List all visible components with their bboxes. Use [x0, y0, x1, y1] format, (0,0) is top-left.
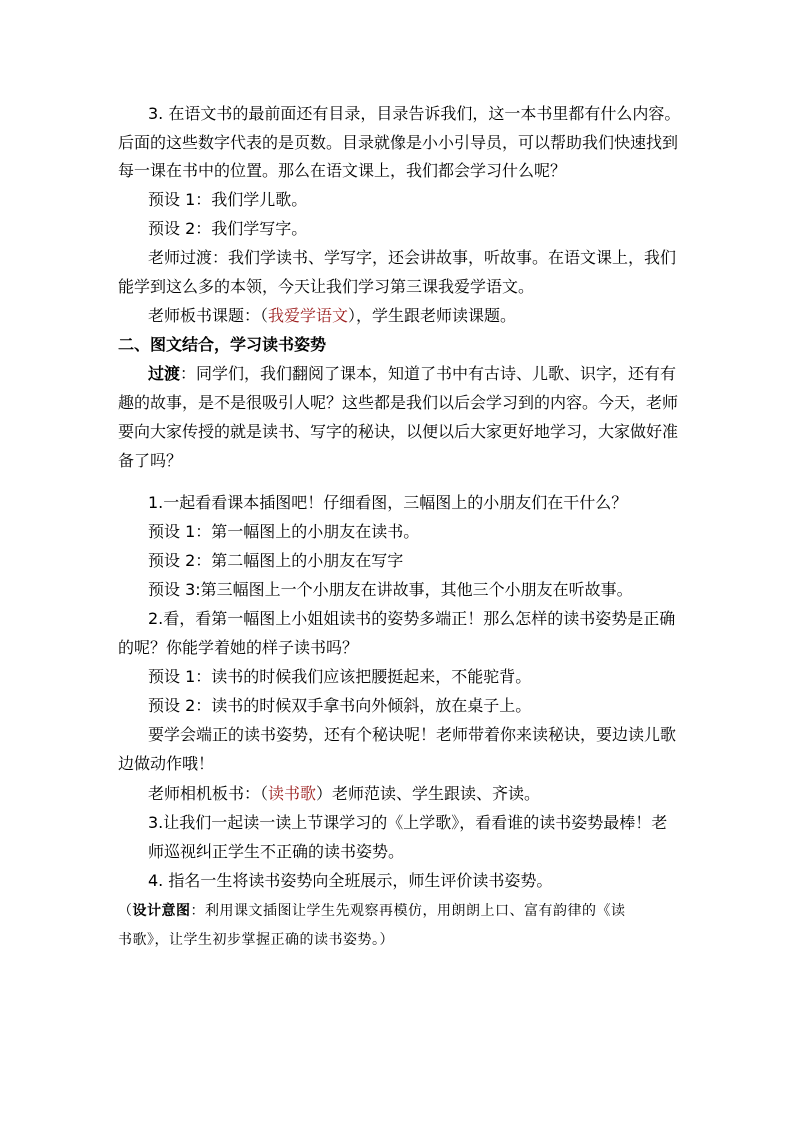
paragraph-line: 要学会端正的读书姿势，还有个秘诀呢！老师带着你来读秘诀，要边读儿歌 — [148, 725, 677, 744]
design-note-line — [118, 899, 626, 923]
paragraph-line: 预设 1：第一幅图上的小朋友在读书。 — [148, 522, 420, 541]
paragraph-line — [148, 304, 516, 328]
label-bold: 过渡 — [148, 364, 181, 383]
text-span: 老师板书课题：（ — [148, 306, 269, 325]
paragraph-line: 预设 1：我们学儿歌。 — [148, 190, 308, 209]
paragraph-line: 1.一起看看课本插图吧！仔细看图，三幅图上的小朋友们在干什么？ — [148, 493, 628, 512]
paragraph-line: 预设 2：第二幅图上的小朋友在写字 — [148, 551, 404, 570]
paragraph-line: 2.看，看第一幅图上小姐姐读书的姿势多端正！那么怎样的读书姿势是正确 — [148, 609, 676, 628]
paragraph-line: 3.让我们一起读一读上节课学习的《上学歌》，看看谁的读书姿势最棒！老 — [148, 813, 668, 832]
paragraph-line: 3. 在语文书的最前面还有目录，目录告诉我们，这一本书里都有什么内容。 — [148, 104, 681, 123]
paragraph-line: 要向大家传授的就是读书、写字的秘诀，以便以后大家更好地学习，大家做好准 — [118, 422, 679, 441]
paragraph-line: 边做动作哦！ — [118, 754, 215, 773]
text-span: ：同学们，我们翻阅了课本，知道了书中有古诗、儿歌、识字，还有有 — [180, 364, 677, 383]
paragraph-line: 老师过渡：我们学读书、学写字，还会讲故事，听故事。在语文课上，我们 — [148, 248, 677, 267]
section-heading: 二、图文结合，学习读书姿势 — [118, 335, 327, 354]
board-title: 我爱学语文 — [268, 306, 349, 325]
design-note-line: 书歌》，让学生初步掌握正确的读书姿势。） — [118, 932, 394, 948]
text-span: ），学生跟老师读课题。 — [348, 306, 517, 325]
paragraph-line: 备了吗？ — [118, 451, 183, 470]
paragraph-line: 师巡视纠正学生不正确的读书姿势。 — [148, 842, 405, 861]
text-span: （ — [118, 903, 133, 919]
paragraph-line — [148, 362, 676, 386]
paragraph-line: 能学到这么多的本领，今天让我们学习第三课我爱学语文。 — [118, 277, 535, 296]
board-title: 读书歌 — [268, 784, 317, 803]
paragraph-line: 每一课在书中的位置。那么在语文课上，我们都会学习什么呢？ — [118, 161, 567, 180]
paragraph-line: 预设 2：我们学写字。 — [148, 219, 308, 238]
paragraph-line: 的呢？你能学着她的样子读书吗？ — [118, 638, 359, 657]
paragraph-line: 预设 2：读书的时候双手拿书向外倾斜，放在桌子上。 — [148, 696, 532, 715]
text-span: 老师相机板书：（ — [148, 784, 269, 803]
text-span: ：利用课文插图让学生先观察再模仿，用朗朗上口、富有韵律的《读 — [190, 903, 626, 919]
paragraph-line: 后面的这些数字代表的是页数。目录就像是小小引导员，可以帮助我们快速找到 — [118, 133, 679, 152]
paragraph-line: 4. 指名一生将读书姿势向全班展示，师生评价读书姿势。 — [148, 871, 553, 890]
paragraph-line: 预设 1：读书的时候我们应该把腰挺起来，不能驼背。 — [148, 667, 532, 686]
paragraph-line: 趣的故事，是不是很吸引人呢？这些都是我们以后会学习到的内容。今天，老师 — [118, 393, 679, 412]
text-span: ）老师范读、学生跟读、齐读。 — [316, 784, 541, 803]
paragraph-line — [148, 782, 540, 806]
label-bold: 设计意图 — [132, 903, 191, 919]
paragraph-line: 预设 3:第三幅图上一个小朋友在讲故事，其他三个小朋友在听故事。 — [148, 580, 633, 599]
